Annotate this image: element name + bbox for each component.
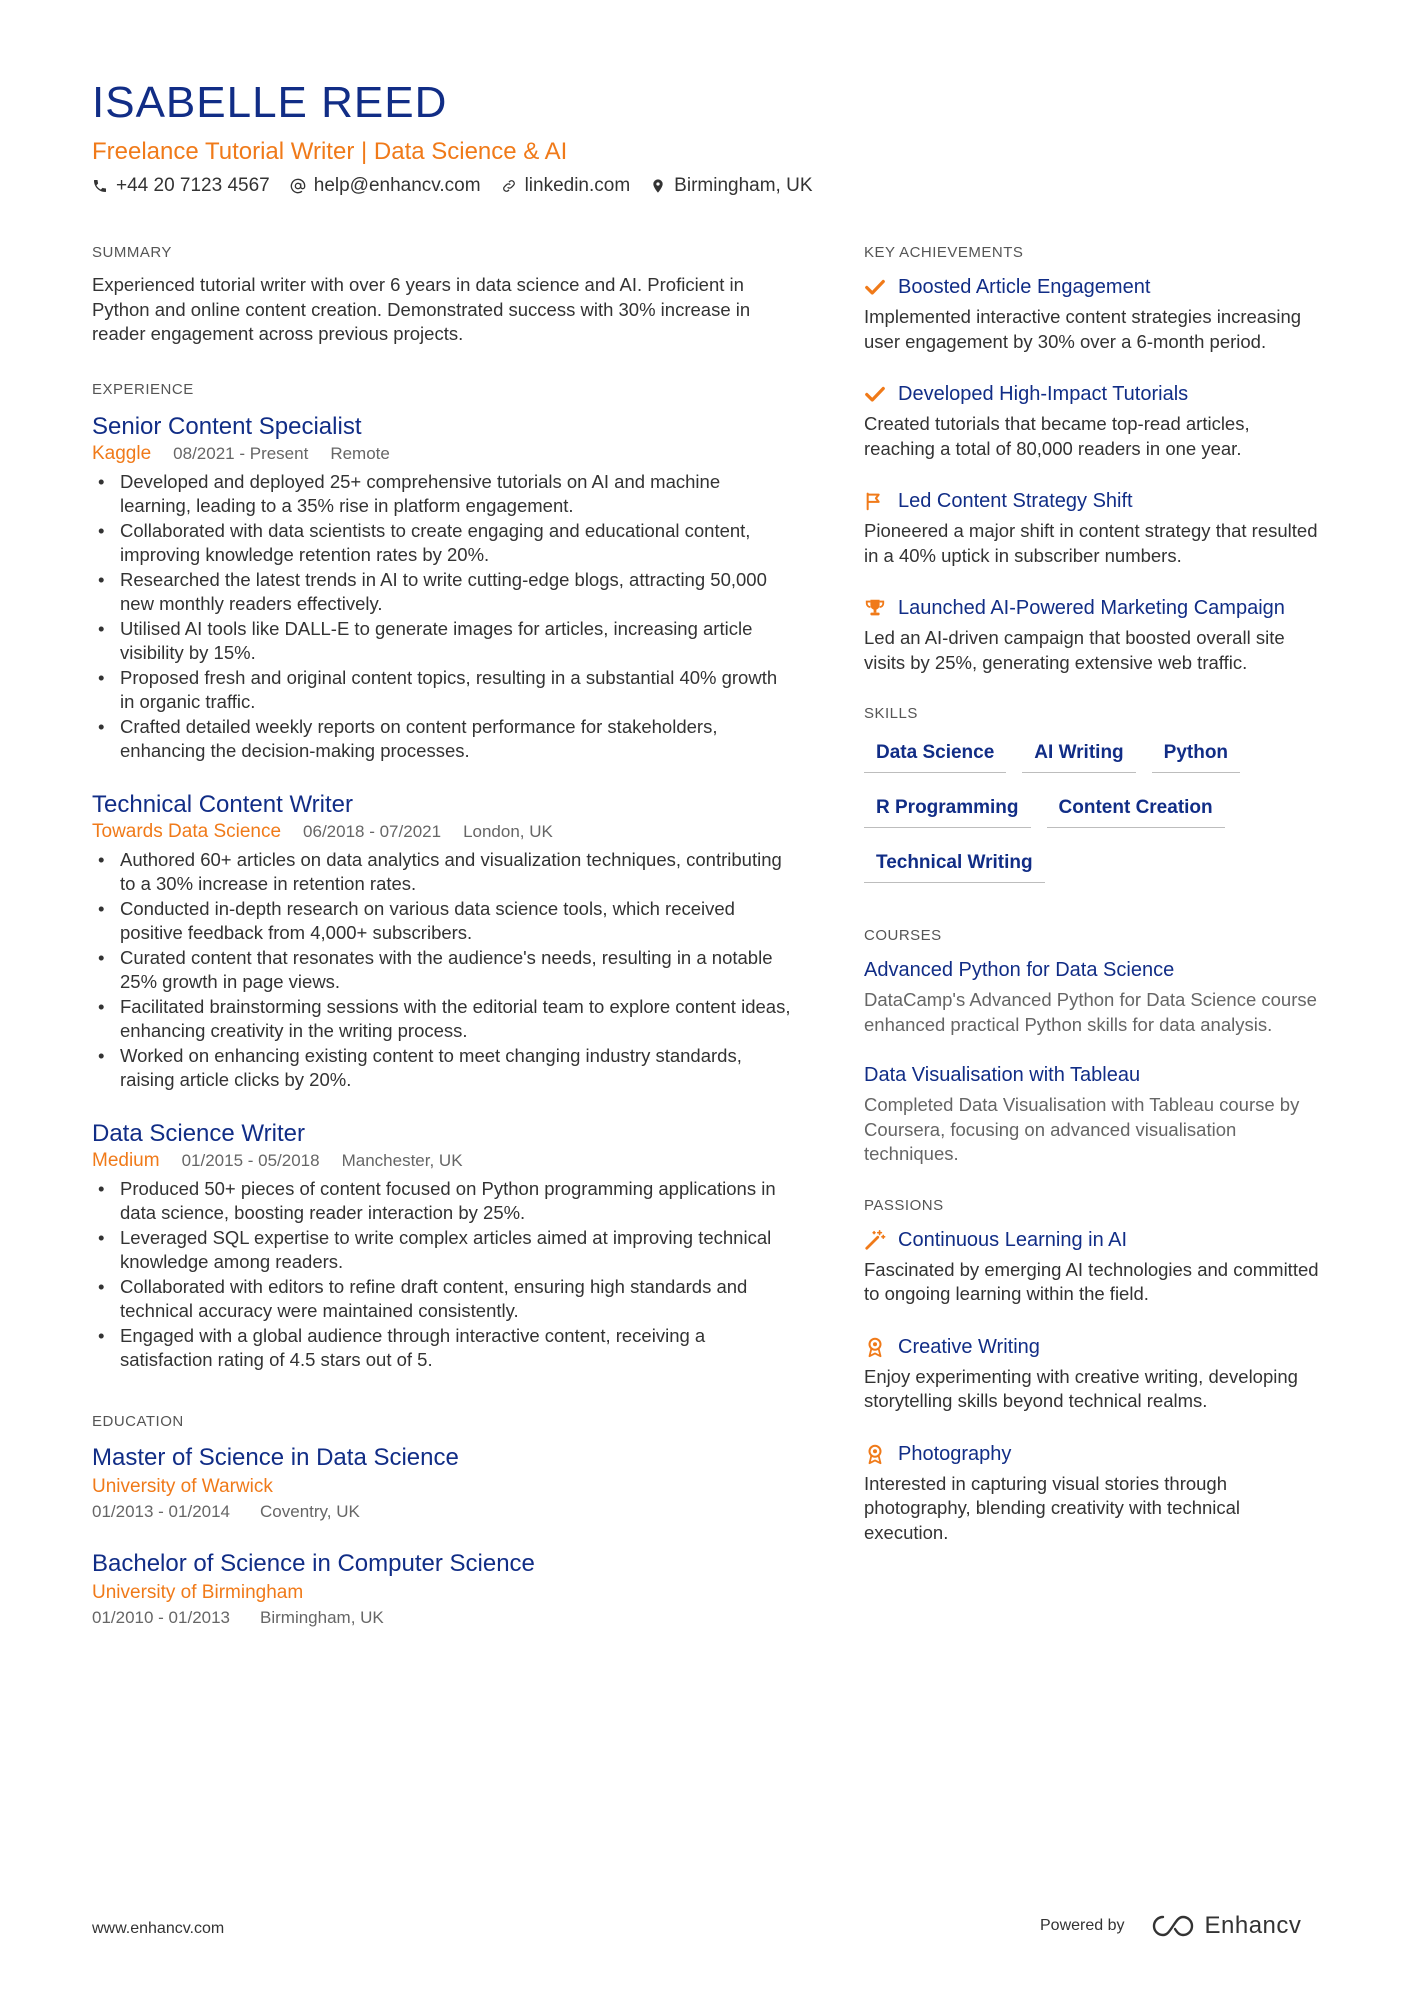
job-dates: 08/2021 - Present bbox=[173, 443, 309, 463]
achievement-title: Developed High-Impact Tutorials bbox=[898, 383, 1189, 405]
at-icon bbox=[290, 178, 306, 194]
achievement-header bbox=[864, 594, 1324, 622]
job-dates: 06/2018 - 07/2021 bbox=[303, 821, 442, 841]
location-pin-icon bbox=[650, 178, 666, 194]
education-location: Coventry, UK bbox=[260, 1501, 360, 1521]
education-degree: Master of Science in Data Science bbox=[92, 1443, 459, 1471]
experience-heading: EXPERIENCE bbox=[92, 380, 194, 398]
job-company: Kaggle bbox=[92, 442, 152, 464]
job-bullets bbox=[92, 1177, 792, 1373]
contact-linkedin[interactable] bbox=[501, 175, 631, 197]
summary-heading: SUMMARY bbox=[92, 244, 172, 261]
award-medal-icon bbox=[864, 1443, 886, 1465]
job-bullet: • Developed and deployed 25+ comprehensive tutorials on AI and machine learning, leading to a 35% rise in platform engagement. bbox=[92, 470, 792, 519]
job-entry bbox=[92, 412, 792, 764]
job-bullet: • Engaged with a global audience through interactive content, receiving a satisfaction rating of 4.5 stars out of 5. bbox=[92, 1324, 792, 1373]
course-desc: Completed Data Visualisation with Tableau course by Coursera, focusing on advanced visualisation techniques. bbox=[864, 1094, 1300, 1164]
powered-by-label: Powered by bbox=[1040, 1917, 1125, 1934]
job-bullet: • Utilised AI tools like DALL-E to generate images for articles, increasing article visibility by 15%. bbox=[92, 617, 792, 666]
job-bullets bbox=[92, 470, 792, 764]
enhancv-logo bbox=[1149, 1912, 1302, 1940]
achievement-item bbox=[864, 487, 1324, 568]
job-company: Towards Data Science bbox=[92, 820, 282, 842]
skill-tag: R Programming bbox=[864, 793, 1031, 828]
candidate-name: ISABELLE REED bbox=[92, 78, 448, 127]
location-text: Birmingham, UK bbox=[674, 175, 813, 196]
passion-desc: Interested in capturing visual stories through photography, blending creativity with technical execution. bbox=[864, 1472, 1241, 1543]
phone-text: +44 20 7123 4567 bbox=[116, 175, 270, 196]
passion-desc: Enjoy experimenting with creative writing, developing storytelling skills beyond technical realms. bbox=[864, 1365, 1298, 1411]
job-dates: 01/2015 - 05/2018 bbox=[181, 1150, 320, 1170]
skills-section bbox=[864, 705, 1324, 883]
job-bullets bbox=[92, 848, 792, 1093]
contact-email[interactable] bbox=[290, 175, 481, 197]
summary-text: Experienced tutorial writer with over 6 years in data science and AI. Proficient in Python and online content creation. Demonstrated success with 30% increase in reader engagement across previous projects. bbox=[92, 274, 751, 344]
passion-title: Continuous Learning in AI bbox=[898, 1228, 1128, 1251]
achievement-header bbox=[864, 380, 1324, 408]
achievement-desc: Created tutorials that became top-read articles, reaching a total of 80,000 readers in one year. bbox=[864, 413, 1250, 459]
job-meta bbox=[92, 442, 792, 466]
education-dates: 01/2013 - 01/2014 bbox=[92, 1501, 231, 1521]
achievement-title: Led Content Strategy Shift bbox=[898, 490, 1133, 512]
job-bullet: • Crafted detailed weekly reports on content performance for stakeholders, enhancing the decision-making processes. bbox=[92, 715, 792, 764]
courses-heading: COURSES bbox=[864, 927, 942, 944]
course-title: Advanced Python for Data Science bbox=[864, 959, 1175, 981]
job-title: Senior Content Specialist bbox=[92, 412, 362, 440]
education-meta bbox=[92, 1500, 792, 1524]
magic-wand-icon bbox=[864, 1229, 886, 1251]
achievement-title: Boosted Article Engagement bbox=[898, 276, 1151, 298]
passion-item bbox=[864, 1226, 1324, 1307]
education-school: University of Warwick bbox=[92, 1475, 273, 1497]
passion-desc: Fascinated by emerging AI technologies and committed to ongoing learning within the field. bbox=[864, 1258, 1319, 1304]
course-title: Data Visualisation with Tableau bbox=[864, 1064, 1141, 1086]
trophy-icon bbox=[864, 597, 886, 619]
achievement-header bbox=[864, 487, 1324, 515]
education-meta bbox=[92, 1606, 792, 1630]
courses-section bbox=[864, 927, 1324, 1167]
job-entry bbox=[92, 790, 792, 1093]
job-title: Data Science Writer bbox=[92, 1119, 305, 1147]
job-bullet: • Collaborated with editors to refine draft content, ensuring high standards and technical accuracy were maintained consistently. bbox=[92, 1275, 792, 1324]
contact-phone[interactable] bbox=[92, 175, 270, 197]
flag-icon bbox=[864, 490, 886, 512]
job-bullet: • Worked on enhancing existing content to meet changing industry standards, raising article clicks by 20%. bbox=[92, 1044, 792, 1093]
achievement-item bbox=[864, 380, 1324, 461]
education-heading: EDUCATION bbox=[92, 1412, 184, 1430]
education-school: University of Birmingham bbox=[92, 1581, 304, 1603]
education-degree: Bachelor of Science in Computer Science bbox=[92, 1549, 535, 1577]
job-entry bbox=[92, 1119, 792, 1373]
job-location: Remote bbox=[330, 443, 390, 463]
passion-header bbox=[864, 1440, 1324, 1468]
course-item bbox=[864, 1061, 1324, 1167]
job-location: Manchester, UK bbox=[341, 1150, 463, 1170]
skills-heading: SKILLS bbox=[864, 705, 918, 722]
candidate-headline: Freelance Tutorial Writer | Data Science & AI bbox=[92, 138, 568, 165]
passions-section bbox=[864, 1197, 1324, 1546]
job-title: Technical Content Writer bbox=[92, 790, 353, 818]
contact-bar bbox=[92, 175, 813, 197]
education-section bbox=[92, 1413, 792, 1630]
experience-section bbox=[92, 381, 792, 1373]
enhancv-brand-text: Enhancv bbox=[1204, 1912, 1302, 1939]
job-bullet: • Leveraged SQL expertise to write complex articles aimed at improving technical knowledge among readers. bbox=[92, 1226, 792, 1275]
achievement-item bbox=[864, 273, 1324, 354]
right-column bbox=[864, 244, 1324, 1579]
left-column bbox=[92, 244, 792, 1664]
phone-icon bbox=[92, 178, 108, 194]
job-meta bbox=[92, 820, 792, 844]
link-icon bbox=[501, 178, 517, 194]
course-item bbox=[864, 956, 1324, 1037]
passion-header bbox=[864, 1226, 1324, 1254]
passions-heading: PASSIONS bbox=[864, 1196, 944, 1214]
powered-by[interactable] bbox=[1040, 1912, 1301, 1940]
award-medal-icon bbox=[864, 1336, 886, 1358]
achievement-desc: Pioneered a major shift in content strategy that resulted in a 40% uptick in subscriber numbers. bbox=[864, 520, 1318, 566]
job-bullet: • Collaborated with data scientists to create engaging and educational content, improving knowledge retention rates by 20%. bbox=[92, 519, 792, 568]
summary-section bbox=[92, 244, 792, 347]
job-bullet: • Proposed fresh and original content topics, resulting in a substantial 40% growth in organic traffic. bbox=[92, 666, 792, 715]
passion-item bbox=[864, 1440, 1324, 1546]
passion-title: Photography bbox=[898, 1442, 1012, 1465]
education-entry bbox=[92, 1548, 792, 1630]
achievements-heading: KEY ACHIEVEMENTS bbox=[864, 244, 1024, 261]
achievement-title: Launched AI-Powered Marketing Campaign bbox=[898, 597, 1285, 619]
job-bullet: • Conducted in-depth research on various data science tools, which received positive feedback from 4,000+ subscribers. bbox=[92, 897, 792, 946]
enhancv-logo-icon bbox=[1149, 1913, 1197, 1939]
skill-tag: Content Creation bbox=[1047, 793, 1225, 828]
education-location: Birmingham, UK bbox=[260, 1607, 384, 1627]
job-company: Medium bbox=[92, 1149, 160, 1171]
achievement-item bbox=[864, 594, 1324, 675]
footer-url[interactable]: www.enhancv.com bbox=[92, 1920, 225, 1937]
passion-header bbox=[864, 1333, 1324, 1361]
skill-tag: AI Writing bbox=[1022, 738, 1135, 773]
achievement-header bbox=[864, 273, 1324, 301]
course-desc: DataCamp's Advanced Python for Data Science course enhanced practical Python skills for data analysis. bbox=[864, 989, 1317, 1035]
achievement-desc: Led an AI-driven campaign that boosted overall site visits by 25%, generating extensive web traffic. bbox=[864, 627, 1285, 673]
skill-tag: Technical Writing bbox=[864, 848, 1045, 883]
email-text: help@enhancv.com bbox=[313, 175, 481, 196]
job-meta bbox=[92, 1149, 792, 1173]
achievements-section bbox=[864, 244, 1324, 675]
linkedin-text: linkedin.com bbox=[524, 175, 631, 196]
job-location: London, UK bbox=[463, 821, 553, 841]
education-entry bbox=[92, 1442, 792, 1524]
job-bullet: • Authored 60+ articles on data analytics and visualization techniques, contributing to a 30% increase in retention rates. bbox=[92, 848, 792, 897]
skill-tag: Data Science bbox=[864, 738, 1006, 773]
skills-list bbox=[864, 738, 1324, 883]
job-bullet: • Produced 50+ pieces of content focused on Python programming applications in data science, boosting reader interaction by 25%. bbox=[92, 1177, 792, 1226]
skill-tag: Python bbox=[1152, 738, 1240, 773]
passion-title: Creative Writing bbox=[898, 1335, 1040, 1358]
check-icon bbox=[864, 383, 886, 405]
achievement-desc: Implemented interactive content strategies increasing user engagement by 30% over a 6-month period. bbox=[864, 306, 1302, 352]
passion-item bbox=[864, 1333, 1324, 1414]
education-dates: 01/2010 - 01/2013 bbox=[92, 1607, 231, 1627]
job-bullet: • Researched the latest trends in AI to write cutting-edge blogs, attracting 50,000 new monthly readers effectively. bbox=[92, 568, 792, 617]
job-bullet: • Facilitated brainstorming sessions with the editorial team to explore content ideas, enhancing creativity in the writing process. bbox=[92, 995, 792, 1044]
check-icon bbox=[864, 276, 886, 298]
job-bullet: • Curated content that resonates with the audience's needs, resulting in a notable 25% growth in page views. bbox=[92, 946, 792, 995]
contact-location bbox=[650, 175, 812, 197]
